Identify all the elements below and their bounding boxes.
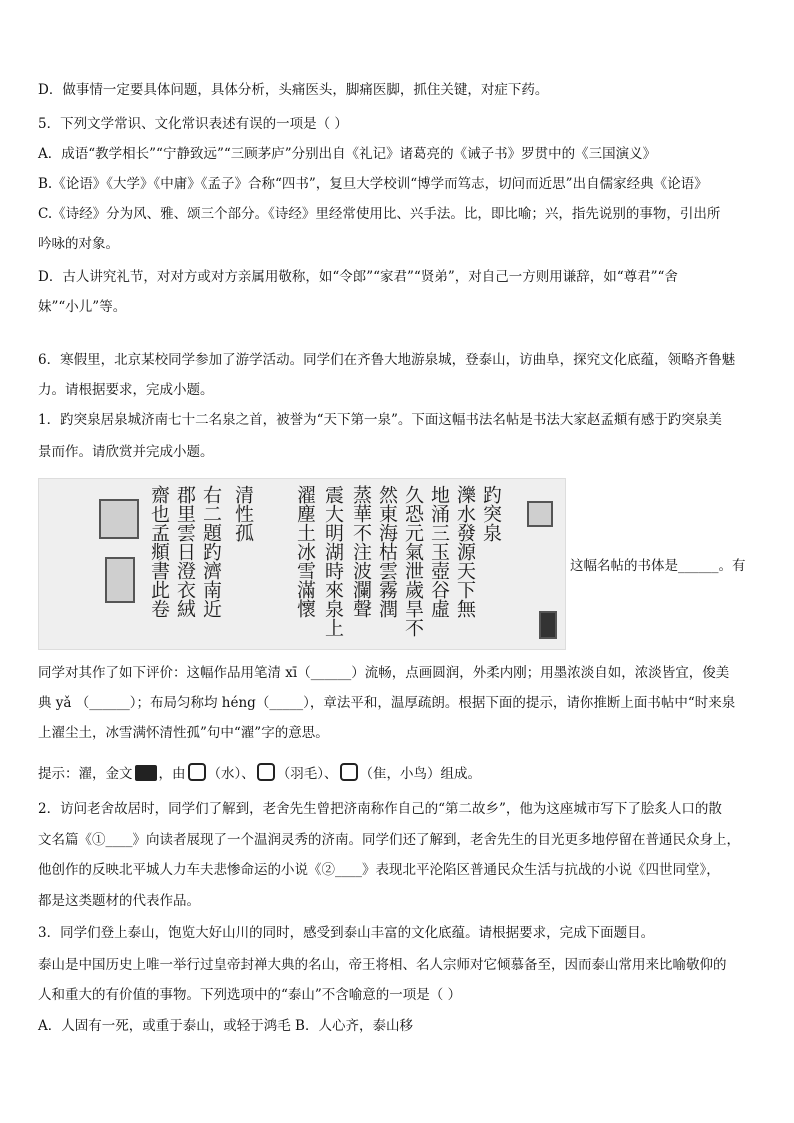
option-b-line: B.《论语》《大学》《中庸》《孟子》合称“四书”，复旦大学校训“博学而笃志，切问而近思”出自儒家经典《论语》 [38, 176, 708, 192]
hint-text: （水）、 [207, 766, 255, 782]
option-d2-line: D．古人讲究礼节，对对方或对方亲属用敬称，如“令郎”“家君”“贤弟”，对自己一方则用谦辞，如“尊君”“舍 [38, 269, 678, 285]
evaluation-line-3: 上濯尘土，冰雪满怀清性孤”句中“濯”字的意思。 [38, 725, 329, 741]
seal-stamp-icon [527, 501, 553, 527]
subquestion-3-options: A．人固有一死，或重于泰山，或轻于鸿毛 B．人心齐，泰山移 [38, 1018, 413, 1034]
hint-line [38, 763, 481, 784]
question-5-stem: 5．下列文学常识、文化常识表述有误的一项是（ ） [38, 116, 348, 132]
calligraphy-column: 蒸華不注波瀾聲 [350, 485, 372, 618]
question-6-stem: 6．寒假里，北京某校同学参加了游学活动。同学们在齐鲁大地游泉城，登泰山，访曲阜，探究文化底蕴，领略齐鲁魅 [38, 352, 736, 368]
seal-stamp-icon [105, 557, 135, 603]
subquestion-2-line-2: 文名篇《①____》向读者展现了一个温润灵秀的济南。同学们还了解到，老舍先生的目光更多地停留在普通民众身上， [38, 832, 740, 848]
calligraphy-column: 震大明湖時來泉上 [322, 485, 344, 637]
calligraphy-column: 趵突泉 [480, 485, 502, 542]
bird-radical-icon [340, 763, 358, 781]
calligraphy-column: 濯塵土冰雪滿懷 [294, 485, 316, 618]
hint-text: 提示：濯，金文 [38, 766, 133, 782]
subquestion-1-stem-2: 景而作。请欣赏并完成小题。 [38, 444, 214, 460]
jinwen-zhuo-icon [135, 765, 157, 781]
feather-radical-icon [257, 763, 275, 781]
option-d2-line-2: 妹”“小儿”等。 [38, 299, 127, 315]
calligraphy-column: 右二題趵濟南近 [200, 485, 222, 618]
seal-stamp-icon [99, 499, 139, 539]
subquestion-2-line-1: 2．访问老舍故居时，同学们了解到，老舍先生曾把济南称作自己的“第二故乡”，他为这座城市写下了脍炙人口的散 [38, 801, 722, 817]
calligraphy-column: 濼水發源天下無 [454, 485, 476, 618]
hint-text: ，由 [158, 766, 186, 782]
calligraphy-column: 清性孤 [232, 485, 254, 542]
calligraphy-column: 久恐元氣泄歲旱不 [402, 485, 424, 637]
calligraphy-column: 地涌三玉壺谷虛 [428, 485, 450, 618]
option-d-line: D．做事情一定要具体问题，具体分析，头痛医头，脚痛医脚，抓住关键，对症下药。 [38, 82, 549, 98]
option-c-line-2: 吟咏的对象。 [38, 236, 119, 252]
hint-text: （羽毛）、 [276, 766, 338, 782]
subquestion-2-line-3: 他创作的反映北平城人力车夫悲惨命运的小说《②____》表现北平沦陷区普通民众生活与抗战的小说《四世同堂》， [38, 862, 720, 878]
calligraphy-image [38, 478, 566, 650]
hint-text: （隹，小鸟）组成。 [359, 766, 481, 782]
subquestion-1-stem: 1．趵突泉居泉城济南七十二名泉之首，被誉为“天下第一泉”。下面这幅书法名帖是书法大家赵孟頫有感于趵突泉美 [38, 412, 722, 428]
script-type-question: 这幅名帖的书体是______。有 [570, 558, 746, 574]
calligraphy-column: 然東海枯雲霧潤 [376, 485, 398, 618]
subquestion-2-line-4: 都是这类题材的代表作品。 [38, 893, 200, 909]
evaluation-line-1: 同学对其作了如下评价：这幅作品用笔清 xī（______）流畅，点画圆润，外柔内刚；用墨浓淡自如，浓淡皆宜，俊美 [38, 665, 730, 681]
subquestion-3-stem: 3．同学们登上泰山，饱览大好山川的同时，感受到泰山丰富的文化底蕴。请根据要求，完成下面题目。 [38, 925, 655, 941]
option-c-line: C.《诗经》分为风、雅、颂三个部分。《诗经》里经常使用比、兴手法。比，即比喻；兴，指先说别的事物，引出所 [38, 206, 721, 222]
subquestion-3-line-2: 泰山是中国历史上唯一举行过皇帝封禅大典的名山，帝王将相、名人宗师对它倾慕备至，因而泰山常用来比喻敬仰的 [38, 957, 727, 973]
question-6-stem-2: 力。请根据要求，完成小题。 [38, 382, 214, 398]
calligraphy-column: 郡里雲日澄衣絨 [174, 485, 196, 618]
option-a-line: A．成语“教学相长”“宁静致远”“三顾茅庐”分别出自《礼记》诸葛亮的《诫子书》罗贯中的《三国演义》 [38, 146, 657, 162]
subquestion-3-line-3: 人和重大的有价值的事物。下列选项中的“泰山”不含喻意的一项是（ ） [38, 987, 462, 1003]
calligraphy-column: 齋也孟頫書此卷 [148, 485, 170, 618]
seal-stamp-icon [539, 611, 557, 639]
water-radical-icon [188, 763, 206, 781]
evaluation-line-2: 典 yǎ （______）；布局匀称均 héng（_____），章法平和，温厚疏朗。根据下面的提示，请你推断上面书帖中“时来泉 [38, 695, 736, 711]
